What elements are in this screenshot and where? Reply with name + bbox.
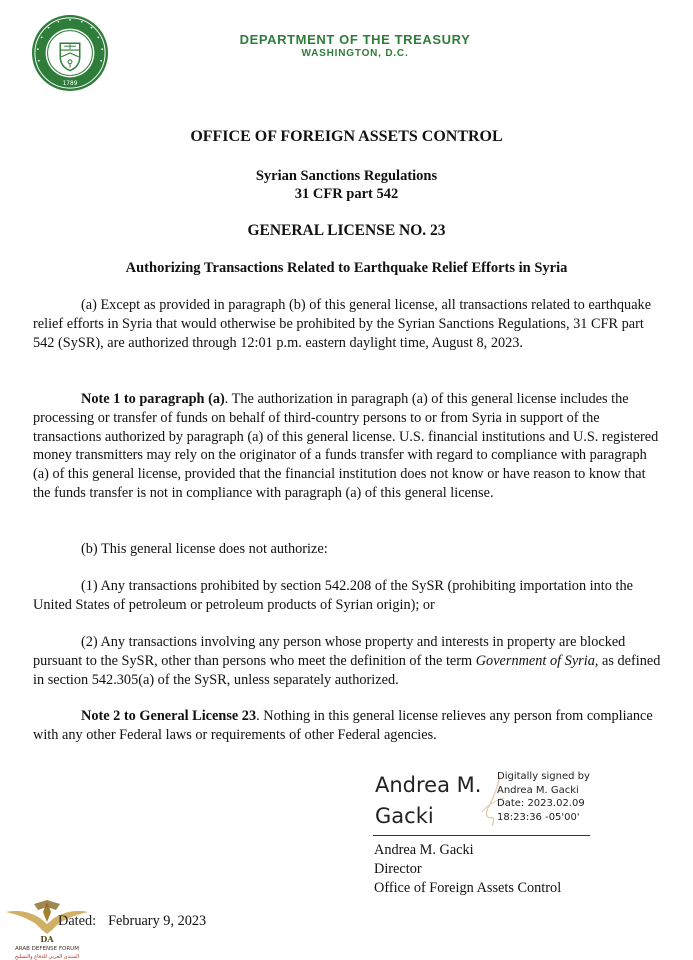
svg-text:DA: DA [40,934,54,944]
treasury-seal-icon [31,14,109,92]
regulations-block [0,167,693,203]
department-heading [210,32,500,59]
department-location: WASHINGTON, D.C. [301,48,409,59]
digital-signature-line1: Digitally signed by [497,771,590,782]
regulations-cfr: 31 CFR part 542 [294,186,399,202]
paragraph-b2-text-before: (2) Any transactions involving any person whose property and interests in property are blocked pursuant to the SySR, other than persons who meet the definition of the term [33,634,626,669]
note-1-label: Note 1 to paragraph (a) [81,391,225,407]
license-title: GENERAL LICENSE NO. 23 [247,222,446,239]
paragraph-b2 [33,633,661,689]
note-1-text: . The authorization in paragraph (a) of this general license includes the processing or transfer of funds on behalf of third-country persons to or from Syria in support of the transactions authorized by paragraph (a) of this general license. U.S. financial institutions and U.S. registered money transmitters may rely on the originator of a funds transfer with regard to compliance with paragraph (a) of this general license, provided that the financial institution does not know or have reason to know that the funds transfer is not in compliance with paragraph (a) of this general license. [33,391,659,501]
license-subject: Authorizing Transactions Related to Earthquake Relief Efforts in Syria [125,260,568,276]
paragraph-a [33,296,661,352]
digital-signature-line4: 18:23:36 -05'00' [497,811,580,823]
signature-line [373,835,590,836]
signature-name-line2: Gacki [375,804,434,828]
signer-name: Andrea M. Gacki [374,842,474,858]
digital-signature-line3: Date: 2023.02.09 [497,798,585,809]
digital-signature-details [497,770,590,824]
department-name: DEPARTMENT OF THE TREASURY [239,32,471,47]
note-1 [33,390,661,503]
svg-text:ARAB DEFENSE FORUM: ARAB DEFENSE FORUM [15,946,79,952]
signer-block [374,841,561,898]
dated-label: Dated: [58,913,97,929]
dated-value: February 9, 2023 [108,913,207,929]
signature-name [375,770,481,832]
signer-office: Office of Foreign Assets Control [374,880,562,896]
paragraph-a-text: (a) Except as provided in paragraph (b) of this general license, all transactions related to earthquake relief efforts in Syria that would otherwise be prohibited by the Syrian Sanctions Regulations, 31 CFR part 542 (SySR), are authorized through 12:01 p.m. eastern daylight time, August 8, 2023. [33,297,652,351]
dated-line [58,913,206,930]
paragraph-b1-text: (1) Any transactions prohibited by section 542.208 of the SySR (prohibiting importation into the United States of petroleum or petroleum products of Syrian origin); or [33,578,633,613]
svg-text:1789: 1789 [62,81,78,88]
paragraph-b1 [33,577,661,615]
paragraph-b-text: (b) This general license does not authorize: [81,541,328,557]
signer-title: Director [374,861,422,877]
note-2-text: . Nothing in this general license relieves any person from compliance with any other Federal laws or requirements of other Federal agencies. [33,708,653,743]
svg-text:المنتدى العربي للدفاع والتسليح: المنتدى العربي للدفاع والتسليح [14,954,80,960]
note-2-label: Note 2 to General License 23 [81,708,257,724]
signature-name-line1: Andrea M. [375,773,482,797]
digital-signature-line2: Andrea M. Gacki [497,784,579,796]
note-2 [33,707,661,745]
paragraph-b2-text-after: as defined in section 542.305(a) of the SySR, unless separately authorized. [33,652,661,688]
office-title: OFFICE OF FOREIGN ASSETS CONTROL [190,128,503,145]
paragraph-b2-defined-term: Government of Syria, [475,652,599,669]
regulations-name: Syrian Sanctions Regulations [255,168,438,184]
paragraph-b [33,540,661,559]
